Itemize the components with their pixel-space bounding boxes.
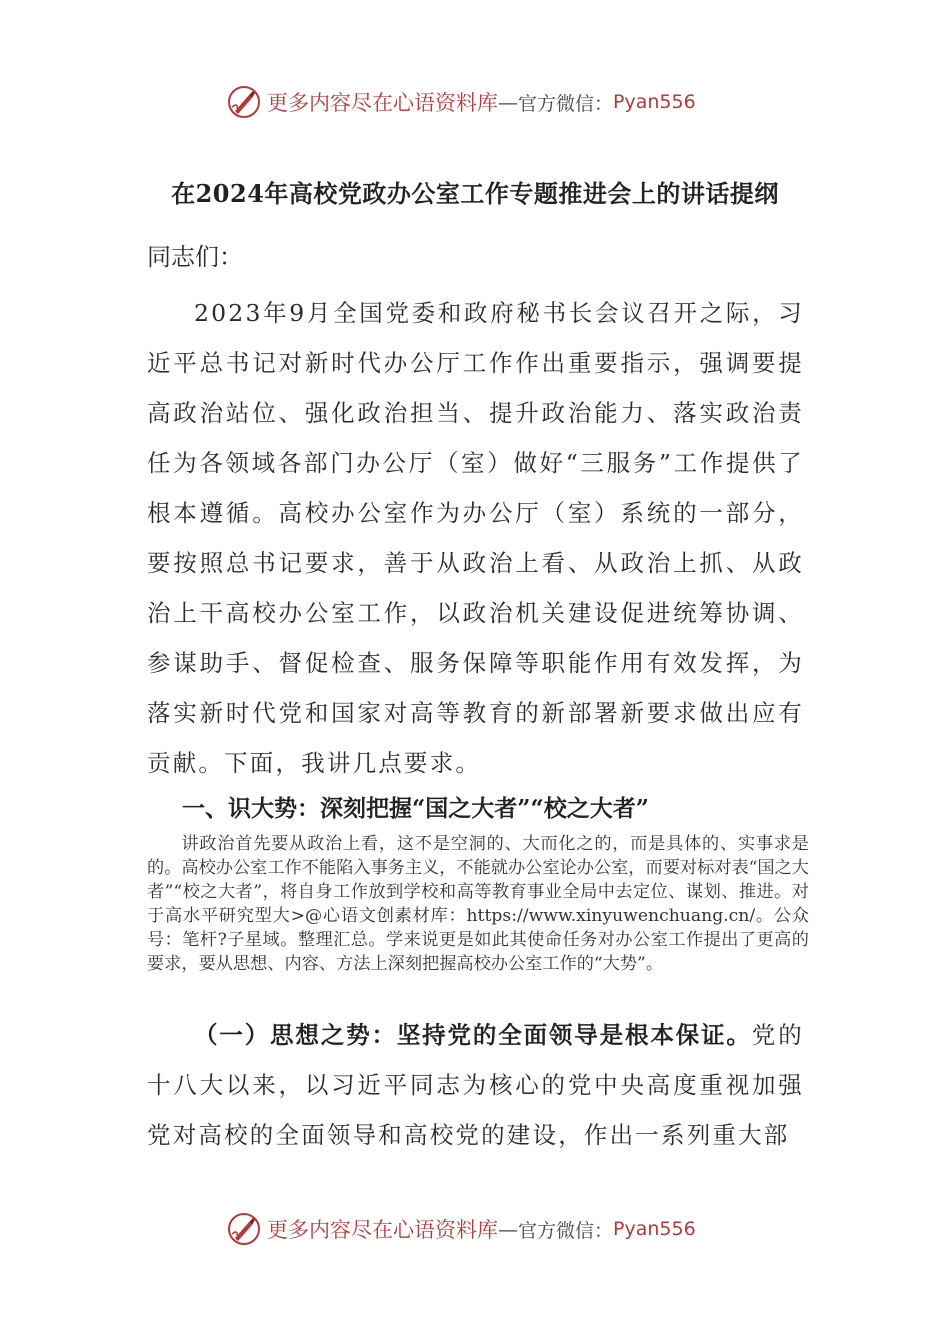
subsection-heading-1: （一）思想之势：坚持党的全面领导是根本保证。 <box>194 1021 752 1049</box>
intro-paragraph: 2023年9月全国党委和政府秘书长会议召开之际，习近平总书记对新时代办公厅工作作出重要指示，强调要提高政治站位、强化政治担当、提升政治能力、落实政治责任为各领域各部门办公厅（室）做好“三服务”工作提供了根本遵循。高校办公室作为办公厅（室）系统的一部分，要按照总书记要求，善于从政治上看、从政治上抓、从政治上干高校办公室工作，以政治机关建设促进统筹协调、参谋助手、督促检查、服务保障等职能作用有效发挥，为落实新时代党和国家对高等教育的新部署新要求做出应有贡献。下面，我讲几点要求。 <box>147 299 804 777</box>
section-1-paragraph: 讲政治首先要从政治上看，这不是空洞的、大而化之的，而是具体的、实事求是的。高校办公室工作不能陷入事务主义，不能就办公室论办公室，而要对标对表“国之大者”“校之大者”，将自身工作放到学校和高等教育事业全局中去定位、谋划、推进。对于高水平研究型大>@心语文创素材库：https://www.xinyuwenchuang.cn/。公众号：笔杆?子星域。整理汇总。学来说更是如此其使命任务对办公室工作提出了更高的要求，要从思想、内容、方法上深刻把握高校办公室工作的“大势”。 <box>147 834 809 974</box>
banner-separator: — <box>498 1217 518 1241</box>
subsection-1-paragraph <box>147 1010 804 1160</box>
section-heading-1: 一、识大势：深刻把握“国之大者”“校之大者” <box>182 795 649 822</box>
header-banner <box>0 82 950 122</box>
pen-logo-icon <box>227 1212 261 1246</box>
footer-banner <box>0 1209 950 1249</box>
greeting: 同志们： <box>147 243 243 271</box>
banner-wechat-id: Pyan556 <box>613 91 696 113</box>
banner-main-text: 更多内容尽在心语资料库 <box>267 1218 498 1242</box>
document-title: 在2024年高校党政办公室工作专题推进会上的讲话提纲 <box>171 179 779 208</box>
banner-wechat-label: 官方微信： <box>518 1219 614 1242</box>
banner-separator: — <box>498 90 518 114</box>
banner-wechat-id: Pyan556 <box>613 1218 696 1240</box>
subsection-1-text: 党的十八大以来，以习近平同志为核心的党中央高度重视加强党对高校的全面领导和高校党的建设，作出一系列重大部 <box>147 1021 805 1149</box>
banner-wechat-label: 官方微信： <box>518 92 614 115</box>
banner-main-text: 更多内容尽在心语资料库 <box>267 91 498 115</box>
pen-logo-icon <box>227 85 261 119</box>
